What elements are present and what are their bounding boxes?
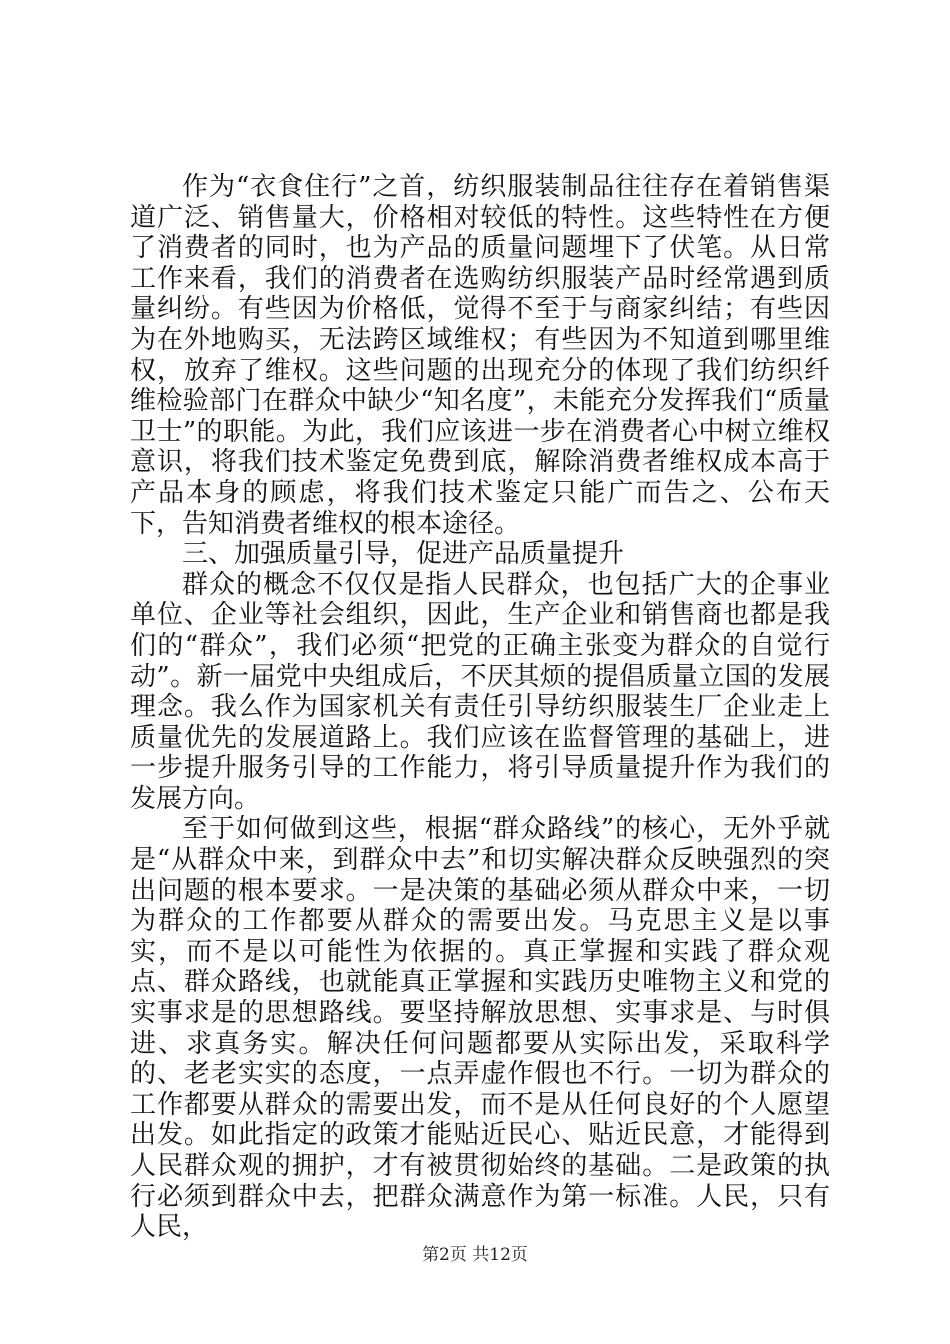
- paragraph-masses-concept: 群众的概念不仅仅是指人民群众，也包括广大的企事业单位、企业等社会组织，因此，生产企业和销售商也都是我们的“群众”，我们必须“把党的正确主张变为群众的自觉行动”。新一届党中央组成后，不厌其烦的提倡质量立国的发展理念。我么作为国家机关有责任引导纺织服装生厂企业走上质量优先的发展道路上。我们应该在监督管理的基础上，进一步提升服务引导的工作能力，将引导质量提升作为我们的发展方向。: [130, 569, 830, 814]
- body-text: [130, 172, 830, 1243]
- page-footer: 第2页 共12页: [422, 1245, 528, 1265]
- paragraph-mass-line: 至于如何做到这些，根据“群众路线”的核心，无外乎就是“从群众中来，到群众中去”和切实解决群众反映强烈的突出问题的根本要求。一是决策的基础必须从群众中来，一切为群众的工作都要从群众的需要出发。马克思主义是以事实，而不是以可能性为依据的。真正掌握和实践了群众观点、群众路线，也就能真正掌握和实践历史唯物主义和党的实事求是的思想路线。要坚持解放思想、实事求是、与时俱进、求真务实。解决任何问题都要从实际出发，采取科学的、老老实实的态度，一点弄虚作假也不行。一切为群众的工作都要从群众的需要出发，而不是从任何良好的个人愿望出发。如此指定的政策才能贴近民心、贴近民意，才能得到人民群众观的拥护，才有被贯彻始终的基础。二是政策的执行必须到群众中去，把群众满意作为第一标准。人民，只有人民，: [130, 814, 830, 1243]
- section-heading-quality-guidance: 三、加强质量引导，促进产品质量提升: [182, 539, 625, 570]
- paragraph-consumer-rights: 作为“衣食住行”之首，纺织服装制品往往存在着销售渠道广泛、销售量大，价格相对较低的特性。这些特性在方便了消费者的同时，也为产品的质量问题埋下了伏笔。从日常工作来看，我们的消费者在选购纺织服装产品时经常遇到质量纠纷。有些因为价格低，觉得不至于与商家纠结；有些因为在外地购买，无法跨区域维权；有些因为不知道到哪里维权，放弃了维权。这些问题的出现充分的体现了我们纺织纤维检验部门在群众中缺少“知名度”，未能充分发挥我们“质量卫士”的职能。为此，我们应该进一步在消费者心中树立维权意识，将我们技术鉴定免费到底，解除消费者维权成本高于产品本身的顾虑，将我们技术鉴定只能广而告之、公布天下，告知消费者维权的根本途径。: [130, 172, 830, 539]
